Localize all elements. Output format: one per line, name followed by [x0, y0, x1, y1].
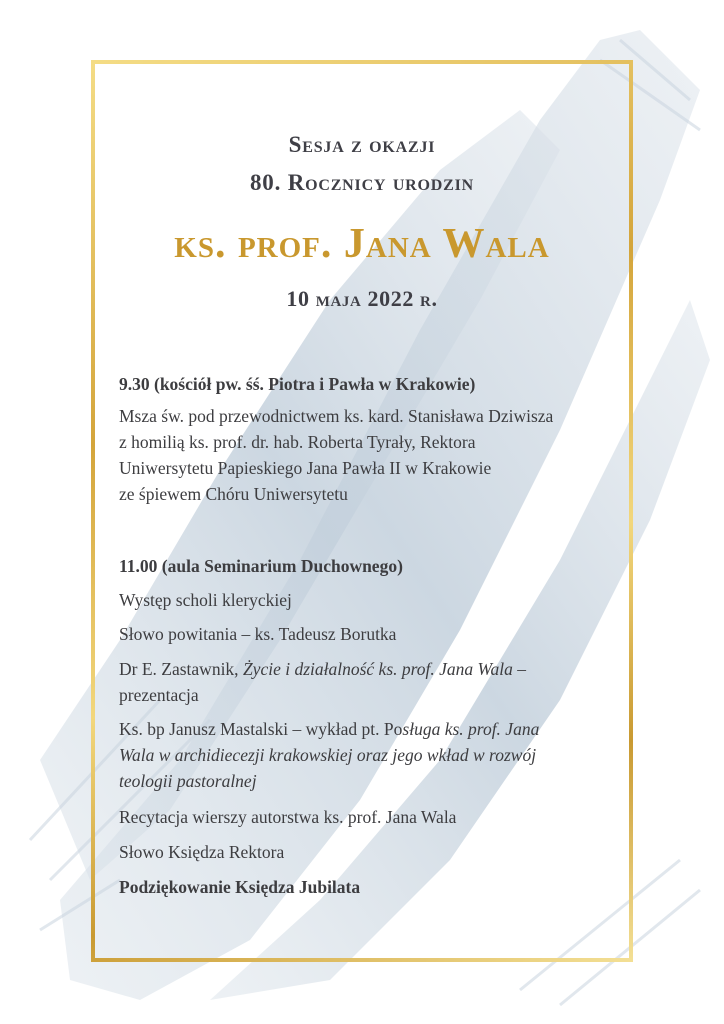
subtitle-line-2: 80. Rocznicy urodzin — [250, 170, 474, 195]
program-item-7: Podziękowanie Księdza Jubilata — [119, 877, 361, 897]
program-item-4 — [119, 716, 619, 742]
section1-line-2: z homilią ks. prof. dr. hab. Roberta Tyrały, Rektora — [119, 432, 476, 452]
subtitle-line-1: Sesja z okazji — [288, 132, 436, 157]
program-item-3-title: Życie i działalność ks. prof. Jana Wala — [242, 659, 513, 679]
event-date: 10 maja 2022 r. — [286, 286, 438, 311]
program-item-3-line-2: prezentacja — [119, 685, 199, 705]
program-item-5: Recytacja wierszy autorstwa ks. prof. Jana Wala — [119, 807, 457, 827]
program-item-3 — [119, 656, 619, 682]
program-item-4-title-line-3: teologii pastoralnej — [119, 771, 257, 791]
section1-heading: 9.30 (kościół pw. śś. Piotra i Pawła w Krakowie) — [119, 374, 476, 394]
main-title: ks. prof. Jana Wala — [174, 221, 550, 267]
program-item-4-title-line-2: Wala w archidiecezji krakowskiej oraz jego wkład w rozwój — [119, 745, 537, 765]
program-item-3-suffix: – — [512, 659, 526, 679]
program-item-4-prefix: Ks. bp Janusz Mastalski – wykład pt. Po — [119, 719, 403, 739]
program-item-4-title-line-1: sługa ks. prof. Jana — [402, 719, 540, 739]
section1-line-1: Msza św. pod przewodnictwem ks. kard. Stanisława Dziwisza — [119, 406, 554, 426]
program-item-1: Występ scholi kleryckiej — [119, 590, 292, 610]
program-item-3-prefix: Dr E. Zastawnik, — [119, 659, 243, 679]
program-item-6: Słowo Księdza Rektora — [119, 842, 285, 862]
section2-heading: 11.00 (aula Seminarium Duchownego) — [119, 556, 403, 576]
section1-line-4: ze śpiewem Chóru Uniwersytetu — [119, 484, 348, 504]
program-item-2: Słowo powitania – ks. Tadeusz Borutka — [119, 624, 397, 644]
section1-line-3: Uniwersytetu Papieskiego Jana Pawła II w Krakowie — [119, 458, 492, 478]
